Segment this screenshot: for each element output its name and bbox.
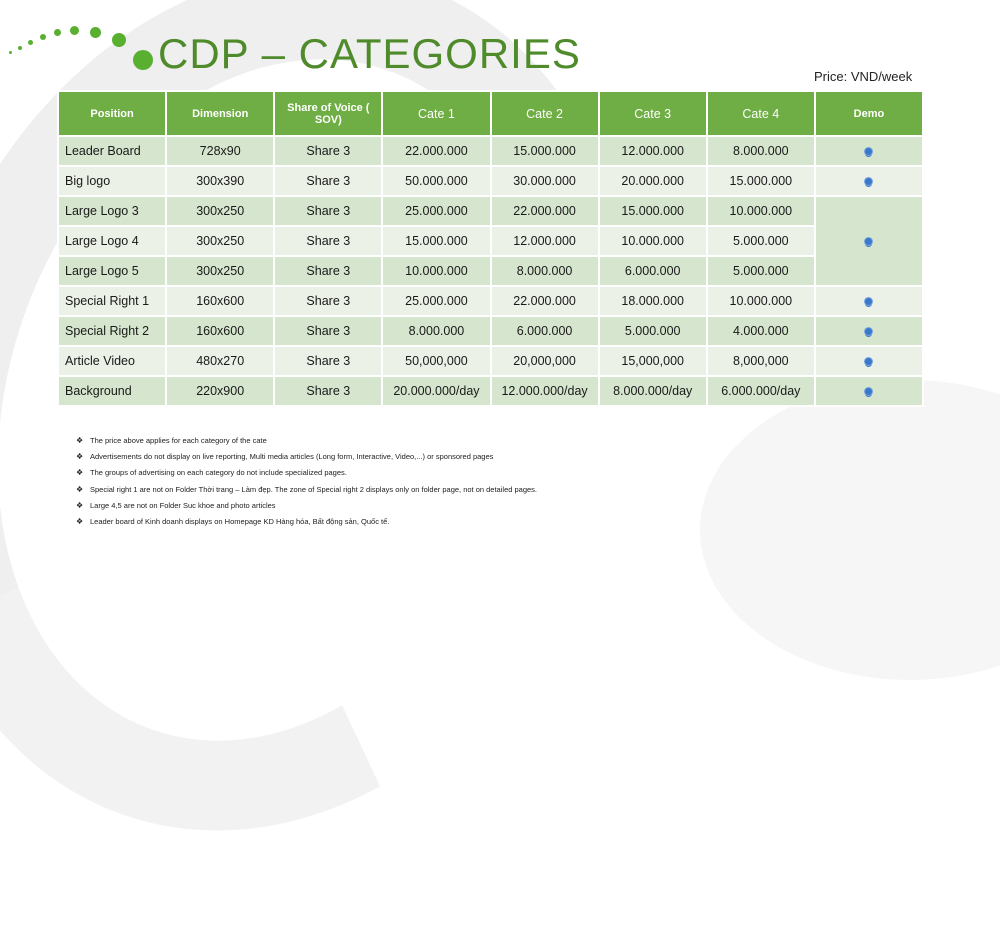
table-row [58, 346, 923, 376]
cell-sov: Share 3 [274, 256, 382, 286]
dot [54, 29, 61, 36]
globe-link-icon[interactable] [864, 147, 873, 156]
header-cate-2: Cate 2 [491, 91, 599, 136]
cell-demo [815, 286, 923, 316]
note-item [76, 482, 537, 498]
cell-position: Large Logo 4 [58, 226, 166, 256]
table-row [58, 286, 923, 316]
cell-position: Large Logo 5 [58, 256, 166, 286]
cell-demo [815, 346, 923, 376]
header-sov: Share of Voice ( SOV) [274, 91, 382, 136]
cell-cate-1: 50,000,000 [382, 346, 490, 376]
diamond-bullet-icon: ❖ [76, 516, 84, 526]
dot [70, 26, 79, 35]
cell-sov: Share 3 [274, 226, 382, 256]
dot [90, 27, 101, 38]
cell-cate-2: 30.000.000 [491, 166, 599, 196]
cell-demo [815, 166, 923, 196]
cell-cate-1: 15.000.000 [382, 226, 490, 256]
header-cate-1: Cate 1 [382, 91, 490, 136]
table-row [58, 136, 923, 166]
cell-sov: Share 3 [274, 166, 382, 196]
cell-cate-4: 6.000.000/day [707, 376, 815, 406]
cell-cate-4: 10.000.000 [707, 196, 815, 226]
diamond-bullet-icon: ❖ [76, 500, 84, 510]
header-cate-3: Cate 3 [599, 91, 707, 136]
cell-sov: Share 3 [274, 316, 382, 346]
cell-cate-4: 5.000.000 [707, 226, 815, 256]
page-title: CDP – CATEGORIES [158, 30, 581, 77]
cell-cate-2: 12.000.000 [491, 226, 599, 256]
dot [18, 46, 22, 50]
cell-dimension: 160x600 [166, 286, 274, 316]
table-row [58, 226, 923, 256]
cell-demo-merged [815, 196, 923, 286]
header-demo: Demo [815, 91, 923, 136]
header-dimension: Dimension [166, 91, 274, 136]
cell-cate-3: 5.000.000 [599, 316, 707, 346]
note-item [76, 514, 537, 530]
table-row [58, 316, 923, 346]
globe-link-icon[interactable] [864, 237, 873, 246]
dot [9, 51, 12, 54]
cell-cate-4: 8,000,000 [707, 346, 815, 376]
note-text: The price above applies for each category of the cate [90, 436, 267, 445]
cell-cate-1: 50.000.000 [382, 166, 490, 196]
cell-dimension: 300x250 [166, 226, 274, 256]
table-header-row [58, 91, 923, 136]
background-blob [700, 380, 1000, 680]
cell-demo [815, 376, 923, 406]
note-item [76, 433, 537, 449]
cell-cate-3: 12.000.000 [599, 136, 707, 166]
pricing-table [57, 90, 924, 407]
cell-cate-1: 25.000.000 [382, 286, 490, 316]
cell-position: Article Video [58, 346, 166, 376]
table-row [58, 166, 923, 196]
table-row [58, 256, 923, 286]
cell-position: Large Logo 3 [58, 196, 166, 226]
diamond-bullet-icon: ❖ [76, 484, 84, 494]
cell-dimension: 300x250 [166, 196, 274, 226]
globe-link-icon[interactable] [864, 387, 873, 396]
cell-cate-2: 8.000.000 [491, 256, 599, 286]
note-text: Special right 1 are not on Folder Thời trang – Làm đẹp. The zone of Special right 2 displays only on folder page, not on detailed pages. [90, 484, 538, 494]
cell-dimension: 220x900 [166, 376, 274, 406]
diamond-bullet-icon: ❖ [76, 452, 84, 462]
price-unit-note: Price: VND/week [814, 69, 913, 84]
note-item [76, 465, 537, 481]
cell-cate-2: 22.000.000 [491, 286, 599, 316]
cell-cate-1: 8.000.000 [382, 316, 490, 346]
cell-cate-1: 22.000.000 [382, 136, 490, 166]
cell-cate-3: 18.000.000 [599, 286, 707, 316]
cell-dimension: 480x270 [166, 346, 274, 376]
cell-cate-4: 15.000.000 [707, 166, 815, 196]
cell-demo [815, 136, 923, 166]
cell-cate-2: 22.000.000 [491, 196, 599, 226]
dot [40, 34, 46, 40]
cell-sov: Share 3 [274, 196, 382, 226]
cell-cate-2: 12.000.000/day [491, 376, 599, 406]
cell-sov: Share 3 [274, 346, 382, 376]
cell-cate-4: 8.000.000 [707, 136, 815, 166]
header-position: Position [58, 91, 166, 136]
dot [112, 33, 126, 47]
cell-cate-2: 6.000.000 [491, 316, 599, 346]
globe-link-icon[interactable] [864, 327, 873, 336]
cell-cate-3: 15,000,000 [599, 346, 707, 376]
cell-position: Leader Board [58, 136, 166, 166]
table-row [58, 196, 923, 226]
cell-sov: Share 3 [274, 136, 382, 166]
cell-position: Big logo [58, 166, 166, 196]
cell-cate-4: 10.000.000 [707, 286, 815, 316]
globe-link-icon[interactable] [864, 297, 873, 306]
cell-position: Special Right 2 [58, 316, 166, 346]
cell-cate-3: 10.000.000 [599, 226, 707, 256]
cell-cate-4: 5.000.000 [707, 256, 815, 286]
globe-link-icon[interactable] [864, 177, 873, 186]
cell-cate-1: 20.000.000/day [382, 376, 490, 406]
cell-cate-3: 15.000.000 [599, 196, 707, 226]
diamond-bullet-icon: ❖ [76, 436, 84, 445]
cell-position: Background [58, 376, 166, 406]
note-item [76, 449, 537, 465]
cell-cate-2: 15.000.000 [491, 136, 599, 166]
note-item [76, 498, 537, 514]
cell-position: Special Right 1 [58, 286, 166, 316]
note-text: Large 4,5 are not on Folder Suc khoe and photo articles [90, 500, 276, 510]
cell-dimension: 160x600 [166, 316, 274, 346]
cell-cate-3: 20.000.000 [599, 166, 707, 196]
dot [28, 40, 33, 45]
cell-demo [815, 316, 923, 346]
cell-cate-3: 6.000.000 [599, 256, 707, 286]
dot [133, 50, 153, 70]
cell-cate-3: 8.000.000/day [599, 376, 707, 406]
cell-dimension: 300x390 [166, 166, 274, 196]
cell-sov: Share 3 [274, 286, 382, 316]
table-row [58, 376, 923, 406]
note-text: The groups of advertising on each category do not include specialized pages. [90, 468, 347, 478]
globe-link-icon[interactable] [864, 357, 873, 366]
notes-list [76, 433, 537, 530]
note-text: Advertisements do not display on live reporting, Multi media articles (Long form, Interactive, Video,...) or sponsored pages [90, 452, 494, 462]
cell-cate-1: 25.000.000 [382, 196, 490, 226]
cell-sov: Share 3 [274, 376, 382, 406]
cell-dimension: 728x90 [166, 136, 274, 166]
cell-cate-1: 10.000.000 [382, 256, 490, 286]
cell-dimension: 300x250 [166, 256, 274, 286]
note-text: Leader board of Kinh doanh displays on Homepage KD Hàng hóa, Bất động sản, Quốc tế. [90, 516, 390, 526]
diamond-bullet-icon: ❖ [76, 468, 84, 478]
cell-cate-4: 4.000.000 [707, 316, 815, 346]
cell-cate-2: 20,000,000 [491, 346, 599, 376]
header-cate-4: Cate 4 [707, 91, 815, 136]
